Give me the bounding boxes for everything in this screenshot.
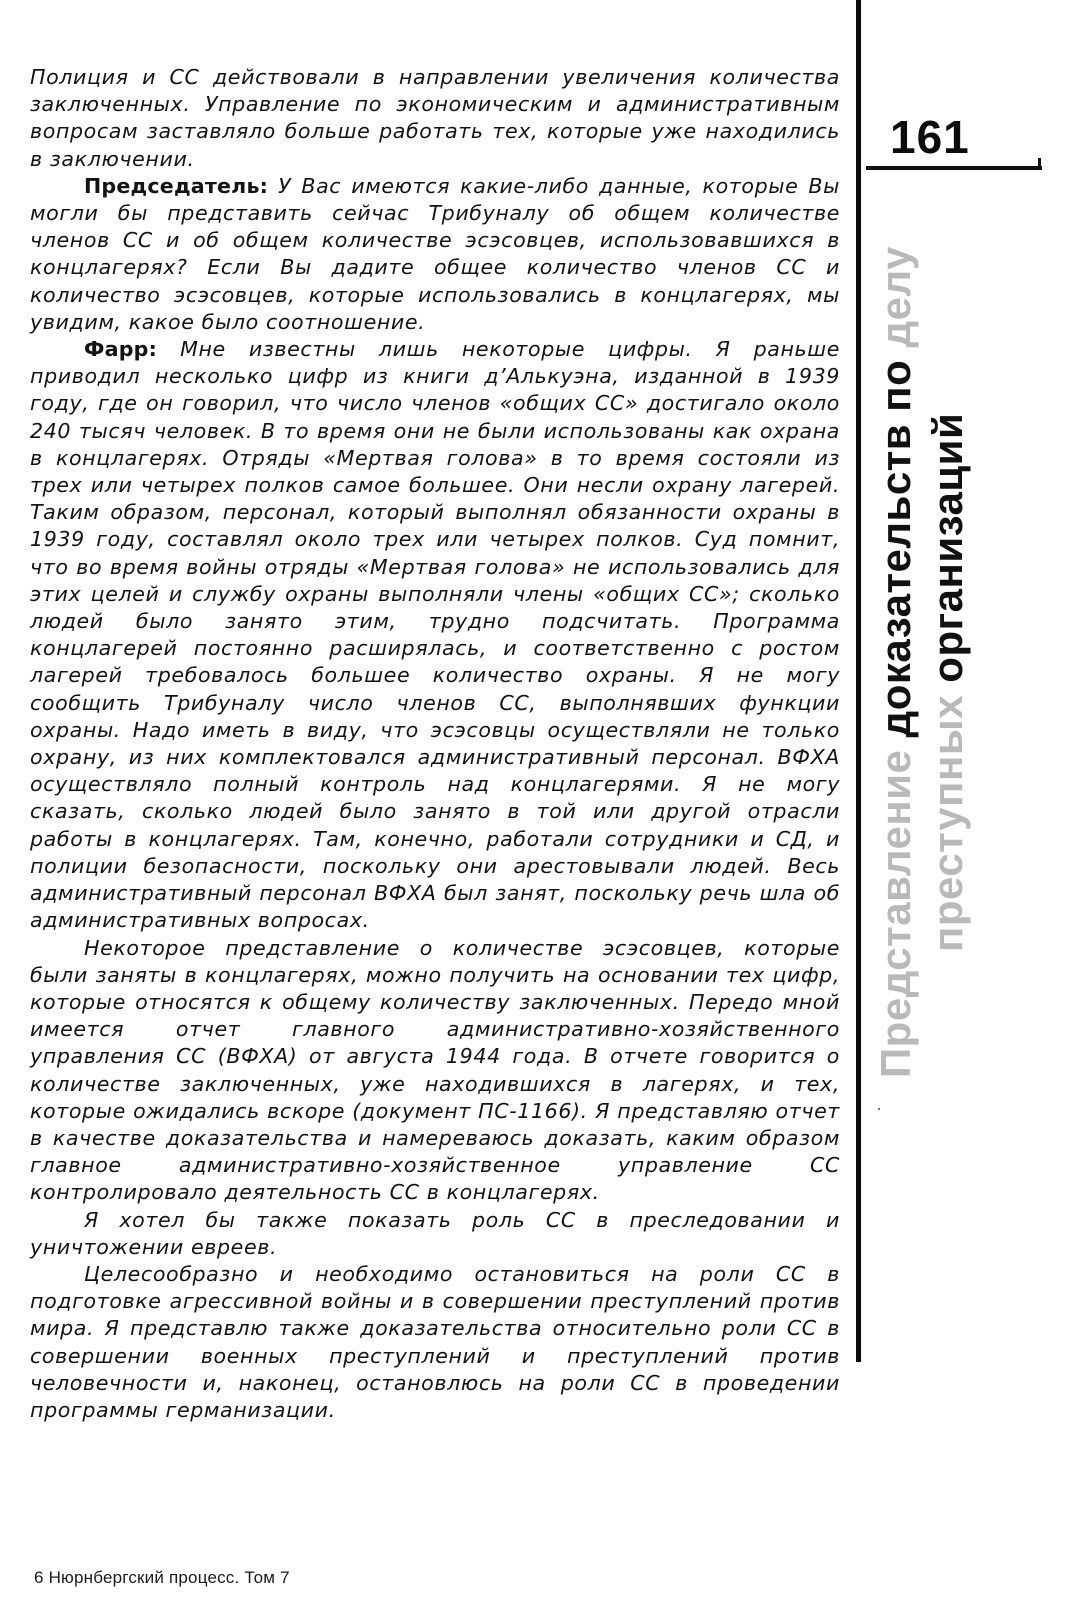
running-title-line-1 [870,180,922,1080]
speaker-chairman: Председатель: [84,173,269,198]
speaker-farr: Фарр: [84,337,158,362]
running-title-faded-word-2: делу [872,245,919,360]
paragraph-4: Некоторое представление о количестве эсэсовцев, которые были заняты в концлагерях, можно получить на основании тех цифр, которые относятся к общему количеству заключенных. Передо мной имеется отчет главного административно-хозяйственного управления СС (ВФХА) от августа 1944 года. В отчете говорится о количестве заключенных, уже находившихся в лагерях, и тех, которые ожидались вскоре (документ ПС-1166). Я представляю отчет в качестве доказательства и намереваюсь доказать, каким образом главное административно-хозяйственное управление СС контролировало деятельность СС в концлагерях. [30,935,840,1205]
paragraph-6: Целесообразно и необходимо остановиться на роли СС в подготовке агрессивной войны и в совершении преступлений против мира. Я представлю также доказательства относительно роли СС в совершении военных преступлений и преступлений против человечности и, наконец, остановлюсь на роли СС в проведении программы германизации. [30,1261,840,1422]
page-number: 161 [890,111,970,163]
print-speck [878,1108,880,1110]
page-number-underline [866,166,1042,170]
running-title-bold-words: доказательств по [872,359,919,750]
paragraph-3-text: Мне известны лишь некоторые цифры. Я раньше приводил несколько цифр из книги д’Алькуэна, изданной в 1939 году, где он говорил, что число членов «общих СС» достигало около 240 тысяч человек. В то время они не были использованы как охрана в концлагерях. Отряды «Мертвая голова» в то время состояли из трех или четырех полков самое большее. Они несли охрану лагерей. Таким образом, персонал, который выполнял обязанности охраны в 1939 году, составлял около трех или четырех полков. Суд помнит, что во время войны отряды «Мертвая голова» не использовались для этих целей и службу охраны выполняли члены «общих СС»; сколько людей было занято этим, трудно подсчитать. Программа концлагерей постоянно расширялась, и соответственно с ростом лагерей требовалось большее количество охраны. Я не могу сообщить Трибуналу число членов СС, выполнявших функции охраны. Надо иметь в виду, что эсэсовцы осуществляли не только охрану, из них комплектовался административный персонал. ВФХА осуществляло полный контроль над концлагерями. Я не могу сказать, сколько людей было занято в той или другой отрасли работы в концлагерях. Там, конечно, работали сотрудники и СД, и полиции безопасности, поскольку они арестовывали людей. Весь административный персонал ВФХА был занят, поскольку речь шла об административных вопросах. [30,337,840,933]
running-title-bold-word-2: организаций [924,412,971,695]
running-title-line-2 [922,180,974,1080]
footer-signature: 6 Нюрнбергский процесс. Том 7 [34,1568,290,1587]
vertical-margin-rule [856,0,861,1362]
paragraph-5: Я хотел бы также показать роль СС в преследовании и уничтожении евреев. [30,1207,840,1259]
paragraph-2 [30,173,840,336]
main-text-column [30,64,840,1424]
running-title-faded-word-3: преступных [924,694,971,952]
paragraph-2-text: У Вас имеются какие-либо данные, которые Вы могли бы представить сейчас Трибуналу об общем количестве членов СС и об общем количестве эсэсовцев, использовавшихся в концлагерях? Если Вы дадите общее количество членов СС и количество эсэсовцев, которые использовались в концлагерях, мы увидим, какое было соотношение. [30,173,840,334]
paragraph-3 [30,336,840,934]
running-title-faded-word: Представление [872,749,919,1078]
page-number-underline-tick [1038,158,1041,170]
running-title-vertical [870,180,974,1080]
paragraph-1: Полиция и СС действовали в направлении увеличения количества заключенных. Управление по экономическим и административным вопросам заставляло больше работать тех, которые уже находились в заключении. [30,65,840,171]
